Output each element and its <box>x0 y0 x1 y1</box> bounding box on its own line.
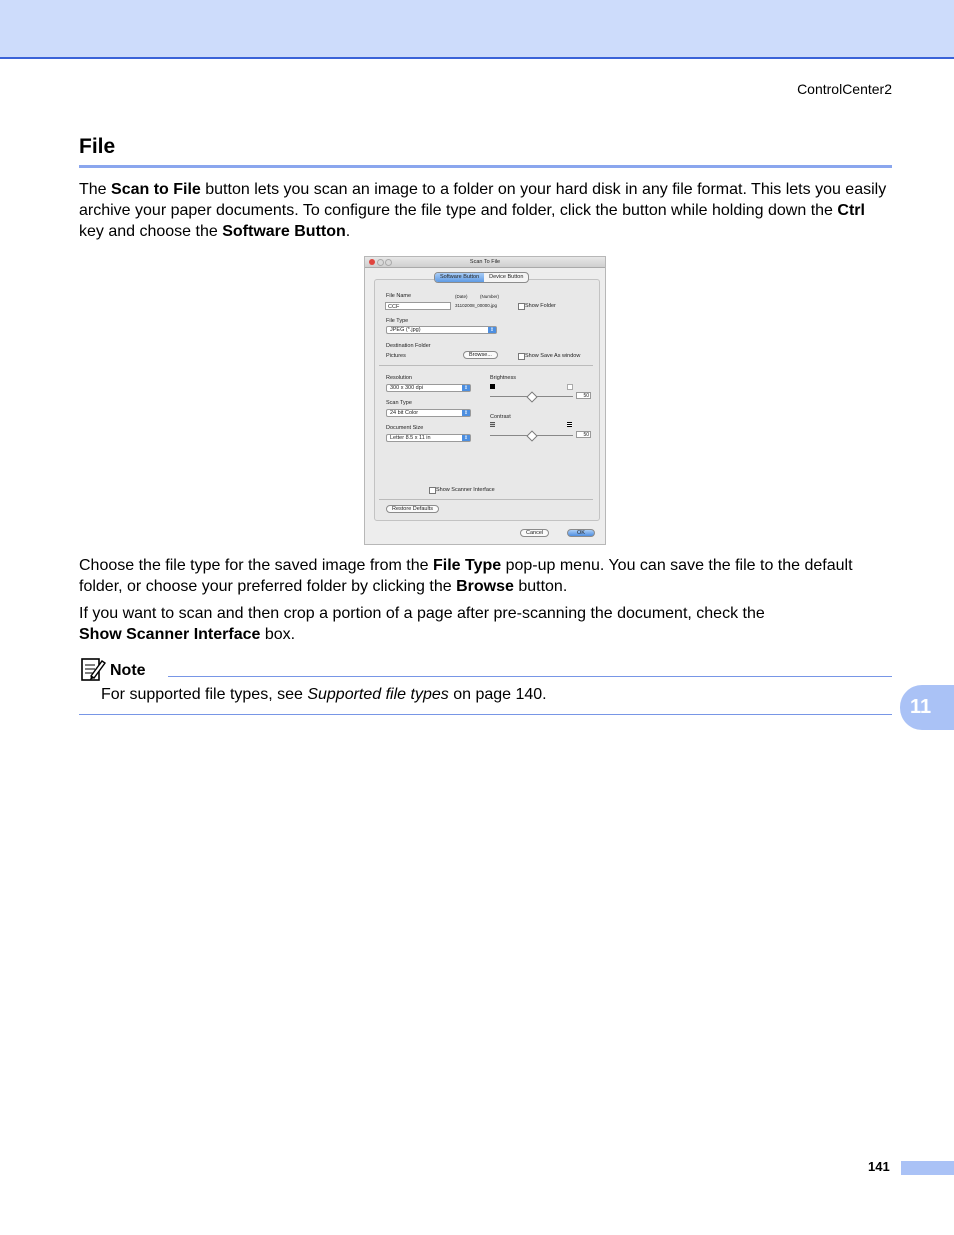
page-number-tab <box>901 1161 954 1175</box>
note-rule-top <box>168 676 892 677</box>
scan-type-popup[interactable] <box>386 409 471 417</box>
document-size-value: Letter 8.5 x 11 in <box>390 435 431 441</box>
intro-paragraph: The Scan to File button lets you scan an image to a folder on your hard disk in any file format. This lets you easily archive your paper documents. To configure the file type and folder, click the button while holding down the Ctrl key and choose the Software Button. <box>79 181 887 240</box>
file-name-example: 31102008_00000.jpg <box>455 303 497 308</box>
show-scanner-interface-checkbox[interactable] <box>429 487 436 494</box>
section-divider <box>379 365 593 366</box>
tab-bar <box>434 272 529 283</box>
scan-type-label: Scan Type <box>386 400 412 406</box>
low-contrast-icon <box>490 422 495 427</box>
brightness-label: Brightness <box>490 375 516 381</box>
document-size-popup[interactable] <box>386 434 471 442</box>
file-name-input[interactable]: CCF <box>385 302 451 310</box>
show-folder-label: Show Folder <box>525 303 556 309</box>
file-type-popup[interactable] <box>386 326 497 334</box>
contrast-value[interactable]: 50 <box>576 431 591 438</box>
number-label: (Number) <box>480 294 500 299</box>
page-number: 141 <box>868 1159 890 1174</box>
show-scanner-interface-label: Show Scanner Interface <box>436 487 495 493</box>
file-type-value: JPEG (*.jpg) <box>390 327 421 333</box>
resolution-value: 300 x 300 dpi <box>390 385 424 391</box>
header-band <box>0 0 954 59</box>
high-contrast-icon <box>567 422 572 427</box>
dark-square-icon <box>490 384 495 389</box>
date-label: (Date) <box>455 294 468 299</box>
resolution-popup[interactable] <box>386 384 471 392</box>
tab-device-button[interactable]: Device Button <box>489 274 524 280</box>
brightness-value[interactable]: 50 <box>576 392 591 399</box>
destination-folder-label: Destination Folder <box>386 343 431 349</box>
note-rule-bottom <box>79 714 892 715</box>
document-size-label: Document Size <box>386 425 424 431</box>
section-title: File <box>79 135 116 158</box>
chevron-updown-icon: ⇕ <box>463 435 469 441</box>
light-square-icon <box>567 384 573 390</box>
window-title: Scan To File <box>469 259 501 265</box>
browse-button[interactable]: Browse... <box>463 351 498 359</box>
file-type-label: File Type <box>386 318 409 324</box>
footer-divider <box>379 499 593 500</box>
ok-button[interactable]: OK <box>567 529 595 537</box>
tab-software-button[interactable]: Software Button <box>435 273 484 282</box>
note-text: For supported file types, see Supported file types on page 140. <box>101 686 547 703</box>
show-folder-checkbox[interactable] <box>518 303 525 310</box>
running-head: ControlCenter2 <box>797 81 892 97</box>
window-titlebar <box>365 257 605 268</box>
file-name-label: File Name <box>386 293 412 299</box>
destination-folder-value: Pictures <box>386 353 406 359</box>
file-type-paragraph: Choose the file type for the saved image from the File Type pop-up menu. You can save the file to the default folder, or choose your preferred folder by clicking the Browse button. <box>79 557 853 595</box>
cancel-button[interactable]: Cancel <box>520 529 549 537</box>
chevron-updown-icon: ⇕ <box>463 385 469 391</box>
restore-defaults-button[interactable]: Restore Defaults <box>386 505 439 513</box>
chapter-tab: 11 <box>900 685 954 730</box>
chevron-updown-icon: ⇕ <box>489 327 495 333</box>
scan-type-value: 24 bit Color <box>390 410 419 416</box>
crop-paragraph: If you want to scan and then crop a portion of a page after pre-scanning the document, check the Show Scanner Interface box. <box>79 605 765 643</box>
supported-file-types-reference[interactable]: Supported file types <box>307 686 449 703</box>
contrast-label: Contrast <box>490 414 511 420</box>
show-save-as-label: Show Save As window <box>525 353 581 359</box>
note-pencil-icon <box>80 656 106 682</box>
scan-to-file-dialog-screenshot <box>364 256 606 545</box>
resolution-label: Resolution <box>386 375 412 381</box>
show-save-as-checkbox[interactable] <box>518 353 525 360</box>
title-rule <box>79 165 892 168</box>
chevron-updown-icon: ⇕ <box>463 410 469 416</box>
note-label: Note <box>110 662 146 679</box>
